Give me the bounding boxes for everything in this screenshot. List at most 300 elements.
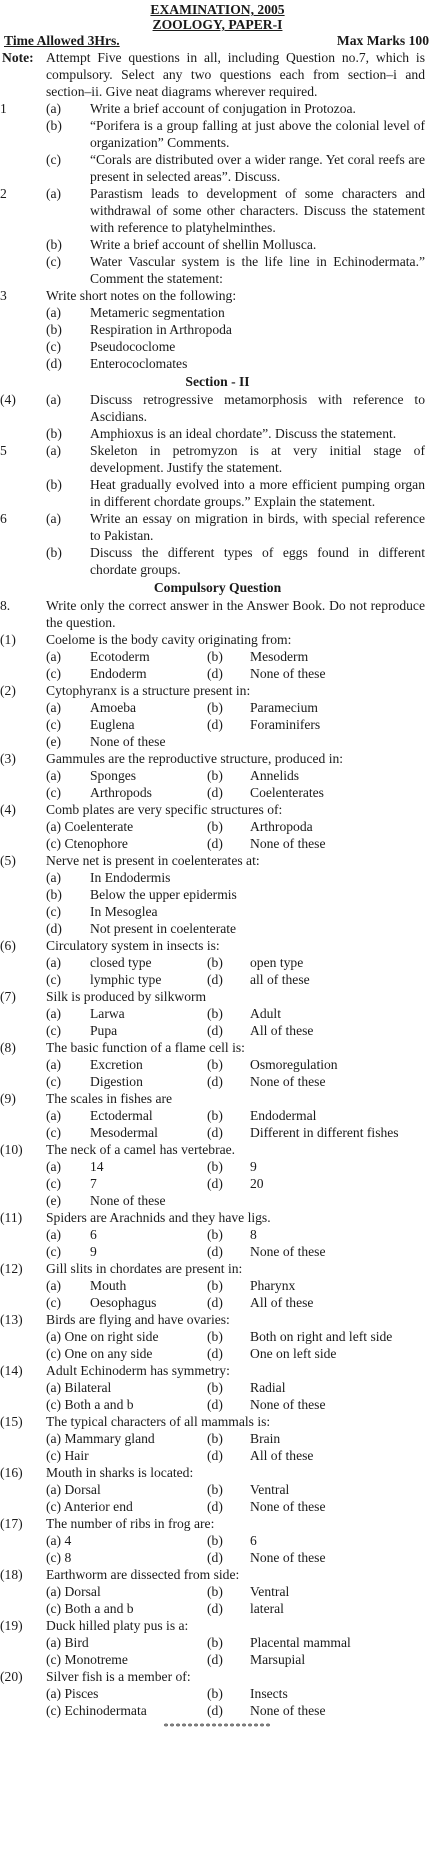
part-text: Write a brief account of shellin Mollusca. [90, 237, 317, 252]
part-text: Parastism leads to development of some characters and withdrawal of some other characters. Discuss the statement with reference to platyhelminthes. [90, 186, 425, 235]
mcq-options [0, 665, 435, 682]
part-label: (b) [46, 426, 62, 441]
part-text: Write a brief account of conjugation in Protozoa. [90, 101, 356, 116]
exam-meta [0, 32, 435, 49]
option-a: (a) 4 [46, 1533, 72, 1548]
part-label: (d) [46, 356, 62, 371]
mcq-question [0, 1039, 435, 1056]
option-text: lymphic type [90, 972, 162, 987]
option-a: (a) Dorsal [46, 1584, 101, 1599]
question-part [46, 442, 425, 476]
option-a: (a) Coelenterate [46, 819, 134, 834]
mcq-options [0, 784, 435, 801]
mcq-text: Silver fish is a member of: [46, 1669, 191, 1684]
mcq-text: Nerve net is present in coelenterates at: [46, 853, 260, 868]
mcq-number: (3) [0, 751, 16, 766]
option-text: Mesodermal [90, 1125, 158, 1140]
option-label: (d) [207, 1499, 223, 1514]
mcq-number: (5) [0, 853, 16, 868]
option-label: (d) [207, 1295, 223, 1310]
option-label: (d) [207, 1601, 223, 1616]
option-a: (a) One on right side [46, 1329, 159, 1344]
option-label: (c) [46, 1244, 62, 1259]
part-label: (c) [46, 152, 62, 167]
option-label: (a) [46, 768, 62, 783]
mcq-options [0, 1481, 435, 1498]
mcq-question [0, 631, 435, 648]
part-text: Amphioxus is an ideal chordate”. Discuss the statement. [90, 426, 397, 441]
part-label: (b) [46, 237, 62, 252]
mcq-number: (19) [0, 1618, 23, 1633]
option-label: (b) [207, 1057, 223, 1072]
option-label: (b) [207, 1380, 223, 1395]
option-label: (c) [46, 785, 62, 800]
option-label: (d) [207, 1346, 223, 1361]
option-text: Arthropoda [250, 819, 313, 834]
option-a: (c) Hair [46, 1448, 89, 1463]
question-number: 5 [0, 443, 7, 458]
part-text: Discuss the different types of eggs found in different chordate groups. [90, 545, 425, 577]
option-label: (d) [46, 921, 62, 936]
mcq-number: (8) [0, 1040, 16, 1055]
option-text: Paramecium [250, 700, 318, 715]
option-text: Amoeba [90, 700, 137, 715]
mcq-options [0, 1685, 435, 1702]
question-number: (4) [0, 392, 16, 407]
mcq-text: The neck of a camel has vertebrae. [46, 1142, 236, 1157]
mcq-text: The scales in fishes are [46, 1091, 173, 1106]
option-label: (e) [46, 734, 62, 749]
option-text: 8 [250, 1227, 257, 1242]
mcq-question [0, 937, 435, 954]
option-text: Pharynx [250, 1278, 296, 1293]
option-text: Mouth [90, 1278, 127, 1293]
option-label: (d) [207, 785, 223, 800]
mcq-question [0, 1464, 435, 1481]
option-text: Endodermal [250, 1108, 317, 1123]
mcq-options [0, 835, 435, 852]
option-a: (c) Echinodermata [46, 1703, 147, 1718]
mcq-number: (7) [0, 989, 16, 1004]
option-text: Marsupial [250, 1652, 306, 1667]
mcq-number: (16) [0, 1465, 23, 1480]
mcq-question [0, 682, 435, 699]
option-text: 9 [250, 1159, 257, 1174]
question-number: 8. [0, 598, 11, 613]
part-text: Enterococlomates [90, 356, 188, 371]
option-text: Adult [250, 1006, 281, 1021]
mcq-question [0, 852, 435, 869]
option-text: 20 [250, 1176, 264, 1191]
option-label: (b) [207, 700, 223, 715]
mcq-text: Duck hilled platy pus is a: [46, 1618, 189, 1633]
option-text: open type [250, 955, 304, 970]
question-item [0, 391, 435, 425]
option-text: Mesoderm [250, 649, 309, 664]
mcq-number: (15) [0, 1414, 23, 1429]
mcq-question [0, 1311, 435, 1328]
mcq-options [0, 733, 435, 750]
part-label: (b) [46, 322, 62, 337]
part-label: (c) [46, 254, 62, 269]
mcq-options [0, 818, 435, 835]
option-label: (c) [46, 717, 62, 732]
part-label: (a) [46, 511, 62, 526]
option-label: (d) [207, 1448, 223, 1463]
option-text: Osmoregulation [250, 1057, 338, 1072]
mcq-options [0, 1294, 435, 1311]
mcq-options [0, 1073, 435, 1090]
mcq-question [0, 1566, 435, 1583]
option-label: (d) [207, 1074, 223, 1089]
option-text: Excretion [90, 1057, 143, 1072]
option-text: Foraminifers [250, 717, 321, 732]
option-label: (b) [207, 1482, 223, 1497]
option-text: Endoderm [90, 666, 147, 681]
option-text: None of these [90, 734, 166, 749]
option-text: Different in different fishes [250, 1125, 399, 1140]
mcq-text: Adult Echinoderm has symmetry: [46, 1363, 230, 1378]
option-label: (c) [46, 1125, 62, 1140]
option-label: (b) [207, 819, 223, 834]
part-label: (b) [46, 545, 62, 560]
mcq-question [0, 1413, 435, 1430]
option-a: (a) Dorsal [46, 1482, 101, 1497]
mcq-options [0, 1498, 435, 1515]
option-label: (b) [207, 649, 223, 664]
option-label: (d) [207, 1244, 223, 1259]
option-a: (c) Anterior end [46, 1499, 133, 1514]
mcq-question [0, 750, 435, 767]
option-text: One on left side [250, 1346, 337, 1361]
question-part [0, 236, 435, 253]
option-text: Pupa [90, 1023, 118, 1038]
mcq-options [0, 1277, 435, 1294]
instructions-note [0, 49, 435, 100]
part-label: (a) [46, 392, 62, 407]
question-part [46, 100, 425, 117]
note-text: Attempt Five questions in all, including Question no.7, which is compulsory. Select any two questions each from section–i and section–ii. Give neat diagrams wherever required. [46, 50, 425, 99]
option-label: (b) [207, 1329, 223, 1344]
part-label: (a) [46, 443, 62, 458]
option-text: Arthropods [90, 785, 152, 800]
option-label: (a) [46, 700, 62, 715]
mcq-text: The number of ribs in frog are: [46, 1516, 215, 1531]
option-text: all of these [250, 972, 310, 987]
mcq-options [0, 648, 435, 665]
option-text: Below the upper epidermis [90, 887, 237, 902]
mcq-number: (4) [0, 802, 16, 817]
question-part [0, 338, 435, 355]
option-text: All of these [250, 1023, 314, 1038]
option-a: (c) Ctenophore [46, 836, 128, 851]
option-text: Sponges [90, 768, 137, 783]
option-label: (b) [207, 1159, 223, 1174]
mcq-number: (13) [0, 1312, 23, 1327]
option-label: (d) [207, 717, 223, 732]
mcq-text: Coelome is the body cavity originating from: [46, 632, 292, 647]
compulsory-title: Compulsory Question [153, 580, 282, 595]
question-number: 1 [0, 101, 7, 116]
part-label: (a) [46, 305, 62, 320]
mcq-options [0, 886, 435, 903]
mcq-question [0, 988, 435, 1005]
option-text: None of these [250, 1397, 326, 1412]
option-label: (d) [207, 1176, 223, 1191]
part-text: Heat gradually evolved into a more efficient pumping organ in different chordate groups.” Explain the statement. [90, 477, 425, 509]
option-label: (a) [46, 1108, 62, 1123]
question-part [0, 253, 435, 287]
option-label: (b) [207, 1227, 223, 1242]
option-label: (d) [207, 1703, 223, 1718]
mcq-options [0, 903, 435, 920]
option-text: Oesophagus [90, 1295, 157, 1310]
question-part [0, 117, 435, 151]
question-item [0, 185, 435, 236]
question-text: Write only the correct answer in the Answer Book. Do not reproduce the question. [46, 598, 425, 630]
option-label: (a) [46, 1278, 62, 1293]
option-a: (c) Both a and b [46, 1397, 134, 1412]
option-text: 7 [90, 1176, 97, 1191]
mcq-number: (18) [0, 1567, 23, 1582]
option-text: Ventral [250, 1584, 290, 1599]
mcq-options [0, 1226, 435, 1243]
mcq-list [0, 631, 435, 1719]
option-label: (b) [207, 1431, 223, 1446]
option-label: (b) [207, 1108, 223, 1123]
option-text: 14 [90, 1159, 104, 1174]
option-label: (b) [46, 887, 62, 902]
mcq-options [0, 1345, 435, 1362]
option-a: (a) Pisces [46, 1686, 99, 1701]
question-part [46, 510, 425, 544]
mcq-text: The basic function of a flame cell is: [46, 1040, 245, 1055]
mcq-options [0, 1328, 435, 1345]
mcq-options [0, 920, 435, 937]
option-label: (a) [46, 1227, 62, 1242]
compulsory-question [0, 597, 435, 631]
mcq-number: (9) [0, 1091, 16, 1106]
option-text: Radial [250, 1380, 286, 1395]
option-a: (a) Mammary gland [46, 1431, 155, 1446]
option-label: (b) [207, 1635, 223, 1650]
question-part [0, 544, 435, 578]
mcq-text: Silk is produced by silkworm [46, 989, 207, 1004]
section-two [0, 391, 435, 578]
option-text: Larwa [90, 1006, 125, 1021]
question-number: 2 [0, 186, 7, 201]
mcq-question [0, 1515, 435, 1532]
mcq-options [0, 1379, 435, 1396]
mcq-options [0, 1600, 435, 1617]
option-text: closed type [90, 955, 152, 970]
mcq-text: Circulatory system in insects is: [46, 938, 220, 953]
option-label: (b) [207, 1278, 223, 1293]
mcq-options [0, 1634, 435, 1651]
option-text: Annelids [250, 768, 300, 783]
question-text: Write short notes on the following: [46, 288, 237, 303]
mcq-number: (12) [0, 1261, 23, 1276]
option-label: (b) [207, 768, 223, 783]
option-text: Digestion [90, 1074, 143, 1089]
option-text: 6 [250, 1533, 257, 1548]
option-label: (d) [207, 1550, 223, 1565]
mcq-question [0, 1260, 435, 1277]
option-label: (c) [46, 972, 62, 987]
option-text: Ectodermal [90, 1108, 153, 1123]
mcq-options [0, 1107, 435, 1124]
question-part [46, 185, 425, 236]
part-text: Write an essay on migration in birds, with special reference to Pakistan. [90, 511, 425, 543]
mcq-question [0, 1362, 435, 1379]
mcq-text: Birds are flying and have ovaries: [46, 1312, 230, 1327]
option-text: 6 [90, 1227, 97, 1242]
option-label: (c) [46, 666, 62, 681]
option-label: (a) [46, 649, 62, 664]
mcq-options [0, 1243, 435, 1260]
option-text: None of these [250, 1703, 326, 1718]
part-label: (b) [46, 118, 62, 133]
option-label: (b) [207, 1686, 223, 1701]
mcq-options [0, 716, 435, 733]
option-text: In Mesoglea [90, 904, 158, 919]
question-part [0, 304, 435, 321]
exam-title: EXAMINATION, 2005 [150, 2, 285, 17]
part-label: (b) [46, 477, 62, 492]
option-a: (c) 8 [46, 1550, 72, 1565]
mcq-options [0, 1192, 435, 1209]
mcq-question [0, 1141, 435, 1158]
option-label: (d) [207, 836, 223, 851]
option-label: (a) [46, 955, 62, 970]
option-text: Insects [250, 1686, 288, 1701]
option-label: (e) [46, 1193, 62, 1208]
question-part [0, 476, 435, 510]
mcq-question [0, 1090, 435, 1107]
option-text: None of these [250, 666, 326, 681]
option-a: (a) Bird [46, 1635, 89, 1650]
mcq-options [0, 699, 435, 716]
option-label: (d) [207, 666, 223, 681]
mcq-question [0, 1668, 435, 1685]
mcq-options [0, 1158, 435, 1175]
option-label: (c) [46, 1295, 62, 1310]
mcq-number: (11) [0, 1210, 23, 1225]
option-label: (b) [207, 1584, 223, 1599]
part-text: Discuss retrogressive metamorphosis with reference to Ascidians. [90, 392, 425, 424]
mcq-number: (14) [0, 1363, 23, 1378]
option-text: In Endodermis [90, 870, 171, 885]
option-label: (c) [46, 904, 62, 919]
mcq-options [0, 767, 435, 784]
mcq-text: Cytophyranx is a structure present in: [46, 683, 251, 698]
mcq-question [0, 1617, 435, 1634]
mcq-number: (6) [0, 938, 16, 953]
mcq-options [0, 1447, 435, 1464]
option-text: Coelenterates [250, 785, 324, 800]
part-text: Metameric segmentation [90, 305, 225, 320]
mcq-text: Mouth in sharks is located: [46, 1465, 194, 1480]
mcq-options [0, 1175, 435, 1192]
option-text: Brain [250, 1431, 281, 1446]
part-label: (a) [46, 186, 62, 201]
option-a: (c) Both a and b [46, 1601, 134, 1616]
option-label: (c) [46, 1176, 62, 1191]
option-text: lateral [250, 1601, 284, 1616]
mcq-text: Comb plates are very specific structures of: [46, 802, 283, 817]
mcq-options [0, 1651, 435, 1668]
mcq-options [0, 1056, 435, 1073]
mcq-text: The typical characters of all mammals is: [46, 1414, 271, 1429]
question-part [46, 391, 425, 425]
mcq-options [0, 971, 435, 988]
option-a: (a) Bilateral [46, 1380, 112, 1395]
question-part [0, 425, 435, 442]
max-marks: Max Marks 100 [336, 33, 429, 48]
option-label: (d) [207, 1125, 223, 1140]
mcq-options [0, 1022, 435, 1039]
option-text: 9 [90, 1244, 97, 1259]
part-label: (a) [46, 101, 62, 116]
mcq-options [0, 954, 435, 971]
option-label: (a) [46, 1159, 62, 1174]
mcq-number: (2) [0, 683, 16, 698]
option-text: All of these [250, 1295, 314, 1310]
option-label: (c) [46, 1023, 62, 1038]
mcq-text: Gammules are the reproductive structure, produced in: [46, 751, 344, 766]
mcq-text: Spiders are Arachnids and they have ligs. [46, 1210, 271, 1225]
option-label: (d) [207, 1397, 223, 1412]
section-one [0, 100, 435, 372]
mcq-options [0, 1549, 435, 1566]
option-text: Placental mammal [250, 1635, 351, 1650]
option-label: (c) [46, 1074, 62, 1089]
mcq-number: (10) [0, 1142, 23, 1157]
option-a: (c) Monotreme [46, 1652, 128, 1667]
part-label: (c) [46, 339, 62, 354]
mcq-options [0, 1702, 435, 1719]
mcq-options [0, 1532, 435, 1549]
option-text: None of these [250, 1244, 326, 1259]
mcq-number: (20) [0, 1669, 23, 1684]
part-text: Respiration in Arthropoda [90, 322, 232, 337]
option-text: Euglena [90, 717, 135, 732]
option-text: Ventral [250, 1482, 290, 1497]
part-text: Pseudococlome [90, 339, 176, 354]
subject-title: ZOOLOGY, PAPER-I [152, 17, 283, 32]
option-text: Both on right and left side [250, 1329, 393, 1344]
part-text: “Porifera is a group falling at just above the colonial level of organization” Comments. [90, 118, 425, 150]
option-text: All of these [250, 1448, 314, 1463]
option-label: (b) [207, 1533, 223, 1548]
question-item [0, 442, 435, 476]
question-item [0, 100, 435, 117]
option-text: None of these [90, 1193, 166, 1208]
mcq-number: (17) [0, 1516, 23, 1531]
question-item [0, 287, 435, 304]
question-part [0, 151, 435, 185]
end-stars: ****************** [163, 1722, 272, 1733]
question-item [0, 510, 435, 544]
part-text: Skeleton in petromyzon is at very initial stage of development. Justify the statement. [90, 443, 425, 475]
mcq-text: Earthworm are dissected from side: [46, 1567, 240, 1582]
option-text: None of these [250, 836, 326, 851]
mcq-question [0, 801, 435, 818]
mcq-options [0, 1396, 435, 1413]
mcq-options [0, 1583, 435, 1600]
option-label: (d) [207, 972, 223, 987]
mcq-number: (1) [0, 632, 16, 647]
